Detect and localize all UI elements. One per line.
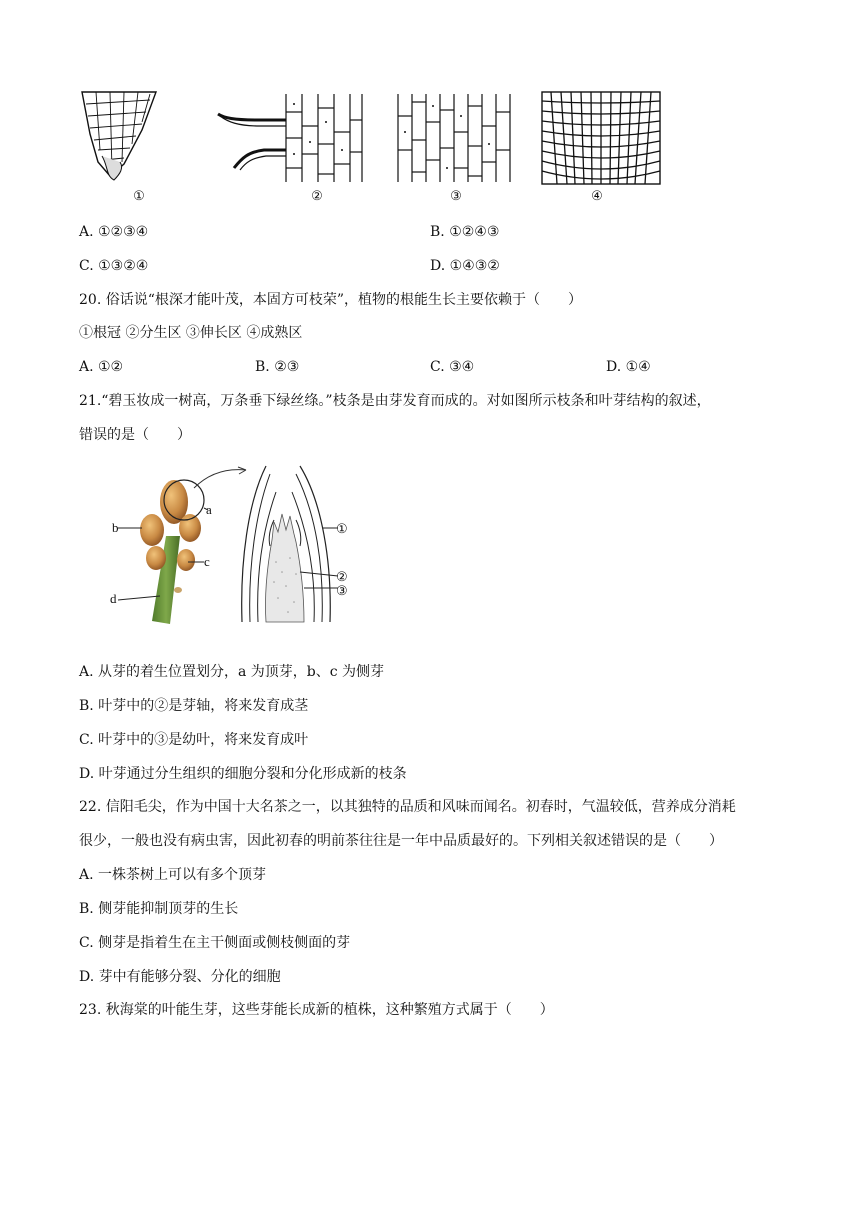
q20-items: ①根冠 ②分生区 ③伸长区 ④成熟区: [79, 325, 303, 341]
q19-option-d: D. ①④③②: [430, 258, 500, 274]
q20-option-c: C. ③④: [430, 359, 475, 375]
maturation-zone-cells-drawing: [214, 92, 366, 184]
root-cap-cells-drawing: [80, 90, 158, 184]
q21-stem-line1: 21.“碧玉妆成一树高，万条垂下绿丝绦。”枝条是由芽发育而成的。对如图所示枝条和叶芽结构的叙述，: [79, 393, 711, 409]
q23-stem: 23. 秋海棠的叶能生芽，这些芽能长成新的植株，这种繁殖方式属于（ ）: [79, 1002, 554, 1018]
q21-option-d: D. 叶芽通过分生组织的细胞分裂和分化形成新的枝条: [79, 766, 407, 782]
q22-option-a: A. 一株茶树上可以有多个顶芽: [79, 867, 267, 883]
leaf-bud-section-drawing: [230, 462, 340, 626]
q22-option-d: D. 芽中有能够分裂、分化的细胞: [79, 969, 281, 985]
q21-stem-line2: 错误的是（ ）: [79, 427, 191, 443]
q22-stem-line1: 22. 信阳毛尖，作为中国十大名茶之一，以其独特的品质和风味而闻名。初春时，气温较低，营养成分消耗: [79, 799, 736, 815]
q20-option-d: D. ①④: [606, 359, 651, 375]
q22-option-c: C. 侧芽是指着生在主干侧面或侧枝侧面的芽: [79, 935, 351, 951]
figure-label-d: d: [110, 591, 117, 606]
q20-stem: 20. 俗话说“根深才能叶茂，本固方可枝荣”，植物的根能生长主要依赖于（ ）: [79, 292, 583, 308]
q20-option-a: A. ①②: [79, 359, 124, 375]
twig-with-buds-illustration: [100, 466, 240, 626]
figure-caption-1: ①: [133, 189, 145, 204]
figure-label-c: c: [204, 554, 210, 569]
figure-caption-4: ④: [591, 189, 603, 204]
figure-label-a: a: [206, 502, 212, 517]
q22-option-b: B. 侧芽能抑制顶芽的生长: [79, 901, 239, 917]
q20-option-b: B. ②③: [255, 359, 300, 375]
figure-caption-3: ③: [450, 189, 462, 204]
figure-caption-2: ②: [311, 189, 323, 204]
q21-option-b: B. 叶芽中的②是芽轴，将来发育成茎: [79, 698, 309, 714]
q19-option-b: B. ①②④③: [430, 224, 500, 240]
q22-stem-line2: 很少，一般也没有病虫害，因此初春的明前茶往往是一年中品质最好的。下列相关叙述错误的是（ ）: [79, 833, 723, 849]
q19-option-a: A. ①②③④: [79, 224, 149, 240]
figure-label-1: ①: [336, 521, 348, 536]
meristem-cells-drawing: [541, 91, 661, 185]
elongation-zone-cells-drawing: [396, 92, 516, 184]
q21-option-a: A. 从芽的着生位置划分，a 为顶芽，b、c 为侧芽: [79, 664, 385, 680]
q19-option-c: C. ①③②④: [79, 258, 149, 274]
figure-label-3: ③: [336, 583, 348, 598]
figure-label-b: b: [112, 520, 119, 535]
q21-option-c: C. 叶芽中的③是幼叶，将来发育成叶: [79, 732, 309, 748]
figure-label-2: ②: [336, 569, 348, 584]
